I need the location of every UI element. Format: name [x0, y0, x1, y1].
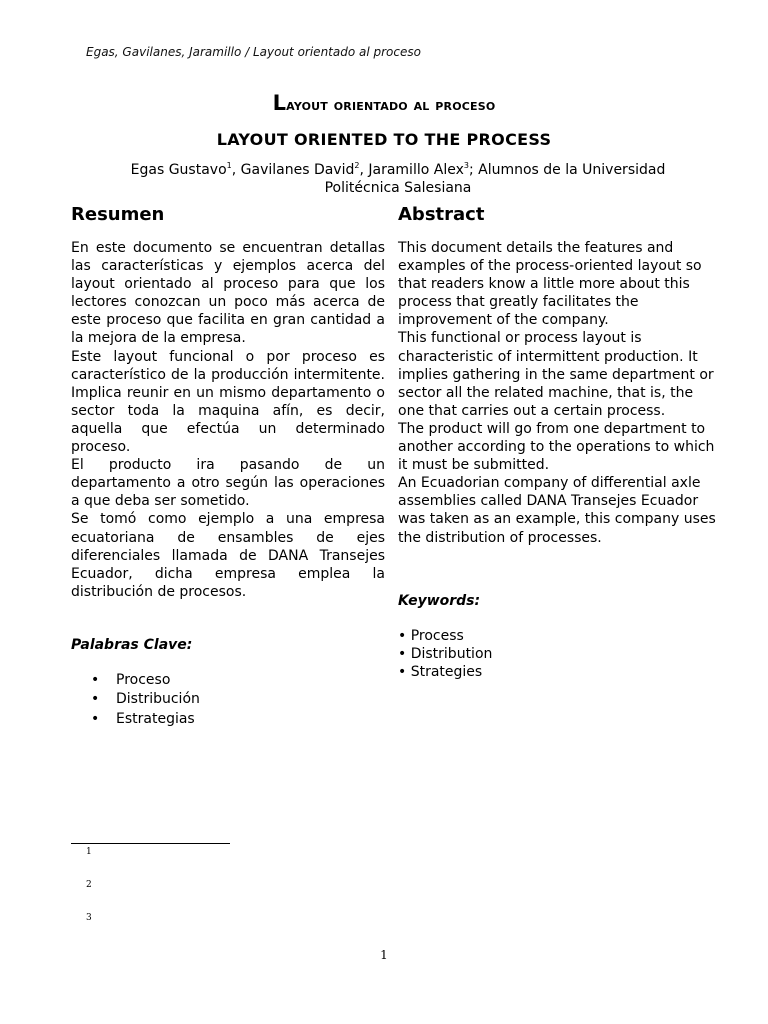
resumen-paragraph: El producto ira pasando de un departamento a otro según las operaciones a que deba ser sometido.	[71, 457, 385, 510]
keyword-text: Estrategias	[116, 710, 195, 727]
affiliation: ; Alumnos de la Universidad Politécnica Salesiana	[324, 162, 666, 196]
footnote-1: 1	[86, 847, 92, 857]
list-item: • Distribution	[398, 645, 493, 662]
page-number: 1	[380, 948, 388, 962]
title-spanish	[0, 91, 768, 115]
abstract-paragraph: The product will go from one department to another according to the operations to which it must be submitted.	[398, 420, 715, 474]
bullet-icon: •	[91, 710, 100, 727]
abstract-paragraph: This functional or process layout is characteristic of intermittent production. It implies gathering in the same department or sector all the related machine, that is, the one that carries out a certain process.	[398, 330, 714, 419]
resumen-heading: Resumen	[71, 204, 165, 225]
author-3-footnote-mark: 3	[463, 161, 469, 170]
resumen-paragraph: Se tomó como ejemplo a una empresa ecuatoriana de ensambles de ejes diferenciales llamada de DANA Transejes Ecuador, dicha empresa emplea la distribución de procesos.	[71, 511, 385, 600]
resumen-paragraph: Este layout funcional o por proceso es característico de la producción intermitente. Implica reunir en un mismo departamento o sector toda la maquina afín, es decir, aquella que efectúa un determinado proceso.	[71, 348, 385, 456]
palabras-clave-label: Palabras Clave:	[71, 636, 193, 653]
list-item	[71, 710, 385, 730]
footnote-3: 3	[86, 913, 92, 923]
abstract-column	[398, 204, 723, 681]
authors: Egas Gustavo$^1$, Gavilanes David$^2$, Jaramillo Alex$^3$; Alumnos de la Universidad Politécnica Salesiana	[130, 161, 666, 196]
abstract-heading: Abstract	[398, 204, 485, 225]
bullet-icon: •	[91, 671, 100, 688]
palabras-clave-list	[71, 671, 385, 730]
title-spanish-initial: L	[272, 91, 287, 115]
list-item	[71, 671, 385, 691]
resumen-paragraph: En este documento se encuentran detallas las características y ejemplos acerca del layout orientado al proceso para que los lectores conozcan un poco más acerca de este proceso que facilita en gran cantidad a la mejora de la empresa.	[71, 240, 385, 347]
keyword-text: Proceso	[116, 671, 171, 688]
list-item	[71, 690, 385, 710]
author-1: Egas Gustavo	[130, 162, 227, 178]
title-spanish-rest: ayout orientado al proceso	[286, 95, 496, 114]
footnote-2: 2	[86, 880, 92, 890]
author-1-footnote-mark: 1	[226, 161, 232, 170]
keywords-list	[398, 627, 723, 681]
list-item: • Strategies	[398, 663, 483, 680]
keyword-text: Distribución	[116, 691, 200, 708]
author-3: Jaramillo Alex	[368, 162, 464, 178]
bullet-icon: •	[91, 691, 100, 708]
abstract-paragraph: This document details the features and examples of the process-oriented layout so that readers know a little more about this process that greatly facilitates the improvement of the company.	[398, 240, 702, 329]
footnote-separator	[71, 843, 230, 844]
running-header: Egas, Gavilanes, Jaramillo / Layout orientado al proceso	[86, 45, 421, 59]
keywords-label: Keywords:	[398, 592, 481, 609]
title-english: LAYOUT ORIENTED TO THE PROCESS	[216, 130, 552, 149]
resumen-column	[71, 204, 385, 729]
author-2-footnote-mark: 2	[354, 161, 360, 170]
list-item: • Process	[398, 627, 464, 644]
abstract-paragraph: An Ecuadorian company of differential axle assemblies called DANA Transejes Ecuador was taken as an example, this company uses the distribution of processes.	[398, 475, 716, 546]
author-2: Gavilanes David	[240, 162, 355, 178]
